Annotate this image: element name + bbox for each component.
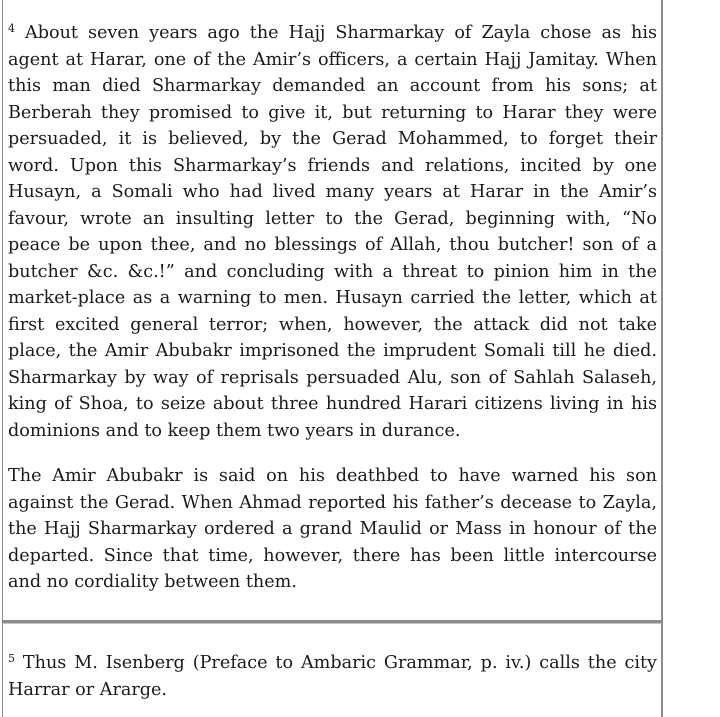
document-page bbox=[2, 0, 663, 717]
footnote-text: The Amir Abubakr is said on his deathbed to have warned his son against the Gerad. When Ahmad reported his father’s decease to Zayla, the Hajj Sharmarkay ordered a grand Maulid or Mass in honour of the departed. Since that time, however, there has been little intercourse and no cordiality between them. bbox=[8, 466, 657, 592]
footnote-text: Thus M. Isenberg (Preface to Ambaric Grammar, p. iv.) calls the city Harrar or Ararge. bbox=[8, 653, 658, 700]
footnote-number: 4 bbox=[8, 22, 15, 35]
footnote-paragraph bbox=[8, 650, 657, 703]
footnote-number: 5 bbox=[8, 652, 15, 665]
section-divider bbox=[3, 620, 661, 624]
footnote-5 bbox=[3, 650, 661, 703]
footnote-paragraph bbox=[8, 463, 657, 596]
footnote-paragraph bbox=[8, 20, 657, 444]
footnote-4 bbox=[3, 20, 661, 615]
footnote-text: About seven years ago the Hajj Sharmarkay of Zayla chose as his agent at Harar, one of the Amir’s officers, a certain Hajj Jamitay. When this man died Sharmarkay demanded an account from his sons; at Berberah they promised to give it, but returning to Harar they were persuaded, it is believed, by the Gerad Mohammed, to forget their word. Upon this Sharmarkay’s friends and relations, incited by one Husayn, a Somali who had lived many years at Harar in the Amir’s favour, wrote an insulting letter to the Gerad, beginning with, “No peace be upon thee, and no blessings of Allah, thou butcher! son of a butcher &c. &c.!” and concluding with a threat to pinion him in the market-place as a warning to men. Husayn carried the letter, which at first excited general terror; when, however, the attack did not take place, the Amir Abubakr imprisoned the imprudent Somali till he died. Sharmarkay by way of reprisals persuaded Alu, son of Sahlah Salaseh, king of Shoa, to seize about three hundred Harari citizens living in his dominions and to keep them two years in durance. bbox=[8, 23, 657, 441]
